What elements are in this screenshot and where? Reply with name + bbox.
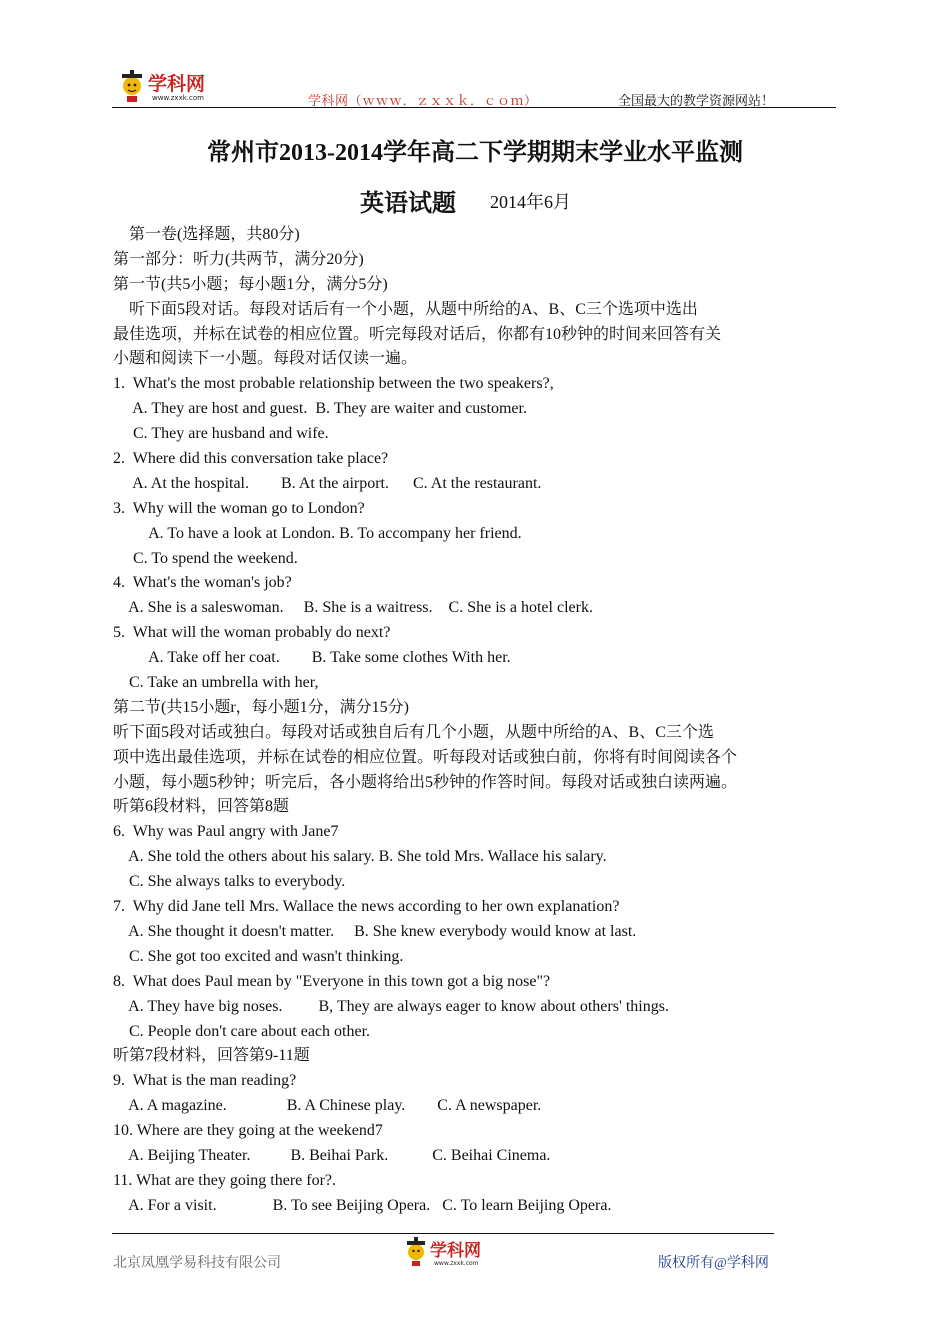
footer-logo	[404, 1234, 496, 1270]
question-options: A. A magazine. B. A Chinese play. C. A newspaper.	[113, 1097, 542, 1115]
footer-company: 北京凤凰学易科技有限公司	[113, 1256, 281, 1271]
question-options: C. People don't care about each other.	[113, 1022, 371, 1040]
question-options: A. For a visit. B. To see Beijing Opera. C. To learn Beijing Opera.	[113, 1196, 612, 1214]
instruction-line: 听下面5段对话。每段对话后有一个小题，从题中所给的A、B、C三个选项中选出	[113, 300, 698, 318]
question: 5. What will the woman probably do next?	[113, 624, 391, 642]
question: 2. Where did this conversation take place?	[113, 450, 389, 468]
question-options: A. She thought it doesn't matter. B. She knew everybody would know at last.	[113, 922, 637, 940]
footer-copyright: 版权所有@学科网	[658, 1256, 769, 1271]
question: 6. Why was Paul angry with Jane7	[113, 823, 339, 841]
xuekewang-logo	[118, 66, 222, 106]
footer-logo-text: 学科网	[430, 1241, 481, 1261]
question-options: A. They have big noses. B, They are always eager to know about others' things.	[113, 997, 669, 1015]
instruction-line: 小题，每小题5秒钟；听完后，各小题将给出5秒钟的作答时间。每段对话或独白读两遍。	[113, 773, 738, 791]
question-options: A. Beijing Theater. B. Beihai Park. C. Beihai Cinema.	[113, 1146, 551, 1164]
instruction-line: 最佳选项，并标在试卷的相应位置。听完每段对话后，你都有10秒钟的时间来回答有关	[113, 325, 722, 343]
section-heading: 第二节(共15小题r，每小题1分，满分15分)	[113, 698, 409, 716]
header-slogan: 全国最大的教学资源网站！	[618, 93, 775, 108]
section-heading: 第一卷(选择题，共80分)	[113, 226, 300, 243]
question: 11. What are they going there for?.	[113, 1171, 337, 1189]
question: 3. Why will the woman go to London?	[113, 499, 365, 517]
question: 4. What's the woman's job?	[113, 574, 292, 592]
question-options: C. She got too excited and wasn't thinking.	[113, 947, 404, 965]
question-options: A. At the hospital. B. At the airport. C. At the restaurant.	[113, 474, 542, 492]
question-options: A. To have a look at London. B. To accompany her friend.	[113, 524, 522, 542]
footer-logo-url: www.zxxk.com	[434, 1260, 479, 1267]
exam-body	[113, 223, 813, 1219]
material-heading: 听第7段材料，回答第9-11题	[113, 1047, 310, 1065]
question: 9. What is the man reading?	[113, 1072, 297, 1090]
question-options: A. Take off her coat. B. Take some clothes With her.	[113, 649, 511, 667]
logo-url: www.zxxk.com	[152, 94, 204, 102]
question-options: C. They are husband and wife.	[113, 425, 329, 443]
header-divider	[112, 107, 836, 108]
section-heading: 第一节(共5小题；每小题1分，满分5分)	[113, 275, 388, 293]
question-options: A. They are host and guest. B. They are waiter and customer.	[113, 400, 527, 418]
material-heading: 听第6段材料，回答第8题	[113, 798, 290, 816]
question: 8. What does Paul mean by "Everyone in this town got a big nose"?	[113, 972, 551, 990]
question: 10. Where are they going at the weekend7	[113, 1122, 383, 1140]
instruction-line: 听下面5段对话或独白。每段对话或独自后有几个小题，从题中所给的A、B、C三个选	[113, 723, 714, 741]
instruction-line: 小题和阅读下一小题。每段对话仅读一遍。	[113, 350, 418, 368]
question-options: C. Take an umbrella with her,	[113, 674, 319, 692]
question-options: A. She is a saleswoman. B. She is a waitress. C. She is a hotel clerk.	[113, 599, 593, 617]
question-options: C. She always talks to everybody.	[113, 873, 346, 891]
exam-date: 2014年6月	[490, 192, 571, 212]
instruction-line: 项中选出最佳选项，并标在试卷的相应位置。听每段对话或独白前，你将有时间阅读各个	[113, 748, 738, 766]
question-options: A. She told the others about his salary. B. She told Mrs. Wallace his salary.	[113, 848, 607, 866]
page-subtitle: 英语试题	[360, 191, 456, 217]
question-options: C. To spend the weekend.	[113, 549, 298, 567]
logo-text: 学科网	[148, 73, 206, 95]
site-link[interactable]: 学科网（ｗｗｗ．ｚｘｘｋ．ｃｏｍ）	[308, 93, 538, 108]
page-title: 常州市2013-2014学年高二下学期期末学业水平监测	[207, 140, 743, 166]
question: 7. Why did Jane tell Mrs. Wallace the news according to her own explanation?	[113, 898, 620, 916]
question: 1. What's the most probable relationship between the two speakers?,	[113, 375, 554, 393]
part-heading: 第一部分：听力(共两节，满分20分)	[113, 250, 364, 268]
